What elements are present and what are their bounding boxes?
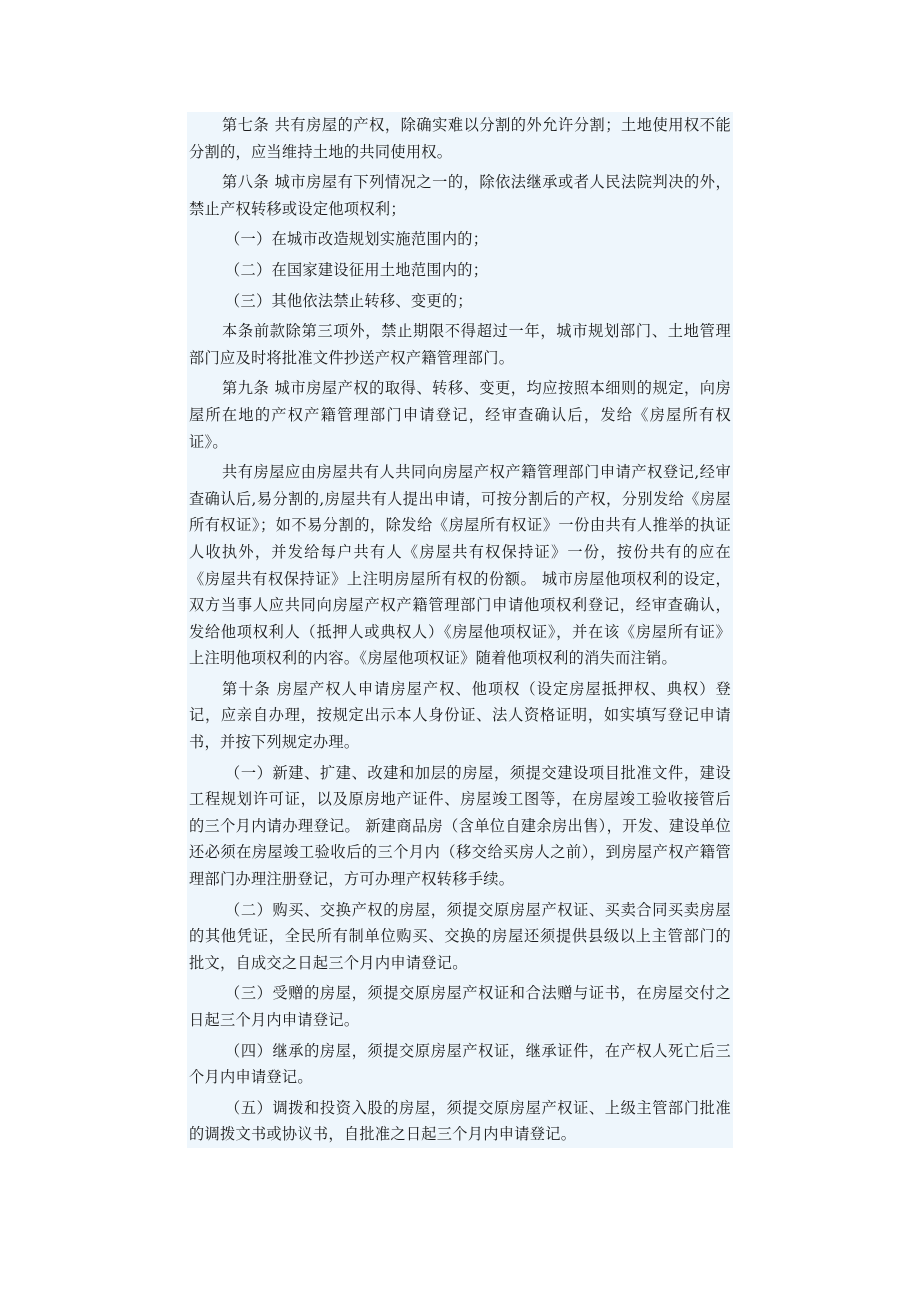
paragraph-item-3: （三）其他依法禁止转移、变更的； — [225, 291, 473, 310]
paragraph-article-9: 第九条 城市房屋产权的取得、转移、变更，均应按照本细则的规定，向房屋所在地的产权产籍管理部门申请登记，经审查确认后，发给《房屋所有权证》。 — [189, 379, 731, 451]
paragraph-item-new-build: （一）新建、扩建、改建和加层的房屋，须提交建设项目批准文件，建设工程规划许可证，以及原房地产证件、房屋竣工图等，在房屋竣工验收接管后的三个月内请办理登记。 新建商品房（含单位自建余房出售），开发、建设单位还必须在房屋竣工验收后的三个月内（移交给买房人之前），到房屋产权产籍管理部门办理注册登记，方可办理产权转移手续。 — [189, 763, 731, 889]
document-page — [187, 112, 733, 1148]
paragraph-item-transfer: （五）调拨和投资入股的房屋，须提交原房屋产权证、上级主管部门批准的调拨文书或协议书，自批准之日起三个月内申请登记。 — [189, 1098, 731, 1144]
paragraph-article-10: 第十条 房屋产权人申请房屋产权、他项权（设定房屋抵押权、典权）登记，应亲自办理，按规定出示本人身份证、法人资格证明，如实填写登记申请书，并按下列规定办理。 — [189, 679, 731, 752]
paragraph-item-purchase: （二）购买、交换产权的房屋，须提交原房屋产权证、买卖合同买卖房屋的其他凭证，全民所有制单位购买、交换的房屋还须提供县级以上主管部门的批文，自成交之日起三个月内申请登记。 — [189, 900, 731, 972]
paragraph-article-8-note: 本条前款除第三项外，禁止期限不得超过一年，城市规划部门、土地管理部门应及时将批准文件抄送产权产籍管理部门。 — [189, 322, 731, 367]
paragraph-article-8: 第八条 城市房屋有下列情况之一的，除依法继承或者人民法院判决的外，禁止产权转移或设定他项权利； — [189, 173, 731, 218]
paragraph-item-1: （一）在城市改造规划实施范围内的； — [225, 230, 489, 249]
paragraph-item-2: （二）在国家建设征用土地范围内的； — [225, 260, 489, 279]
paragraph-article-7: 第七条 共有房屋的产权，除确实难以分割的外允许分割；土地使用权不能分割的，应当维持土地的共同使用权。 — [189, 116, 731, 161]
paragraph-co-ownership: 共有房屋应由房屋共有人共同向房屋产权产籍管理部门申请产权登记,经审查确认后,易分割的,房屋共有人提出申请，可按分割后的产权，分别发给《房屋所有权证》；如不易分割的，除发给《房屋所有权证》一份由共有人推举的执证人收执外，并发给每户共有人《房屋共有权保持证》一份，按份共有的应在《房屋共有权保持证》上注明房屋所有权的份额。 城市房屋他项权利的设定，双方当事人应共同向房屋产权产籍管理部门申请他项权利登记，经审查确认，发给他项权利人（抵押人或典权人）《房屋他项权证》，并在该《房屋所有证》上注明他项权利的内容。《房屋他项权证》随着他项权利的消失而注销。 — [189, 463, 731, 668]
paragraph-item-gift: （三）受赠的房屋，须提交原房屋产权证和合法赠与证书，在房屋交付之日起三个月内申请登记。 — [189, 984, 731, 1029]
paragraph-item-inheritance: （四）继承的房屋，须提交原房屋产权证，继承证件，在产权人死亡后三个月内申请登记。 — [189, 1041, 731, 1087]
